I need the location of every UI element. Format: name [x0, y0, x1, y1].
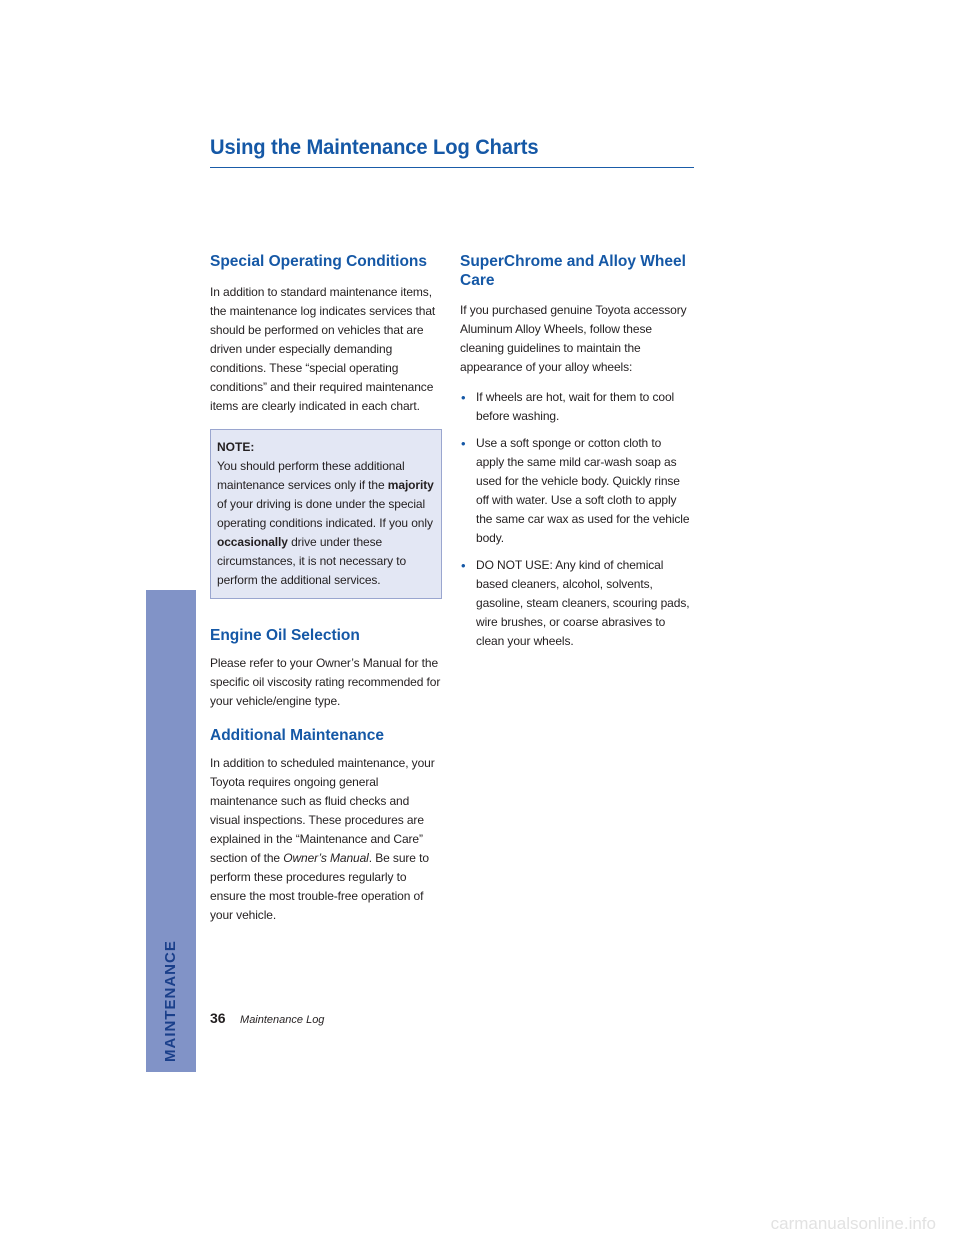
note-text-part-3: drive under these circumstances, it is not necessary to perform the additional services.: [217, 535, 407, 587]
note-text-part-1: You should perform these additional maintenance services only if the: [217, 459, 405, 492]
additional-body-part-1: In addition to scheduled maintenance, your Toyota requires ongoing general maintenance such as fluid checks and visual inspections. These procedures are explained in the “Maintenance and Care” section of the: [210, 756, 435, 865]
list-item: [460, 434, 692, 548]
list-item-text: DO NOT USE: Any kind of chemical based cleaners, alcohol, solvents, gasoline, steam cleaners, scouring pads, wire brushes, or coarse abrasives to clean your wheels.: [476, 558, 690, 648]
list-item-text: If wheels are hot, wait for them to cool before washing.: [476, 390, 675, 423]
note-label: NOTE:: [217, 440, 255, 454]
note-box: [210, 429, 442, 599]
footer-label: Maintenance Log: [240, 1014, 325, 1026]
special-operating-heading: Special Operating Conditions: [210, 253, 428, 270]
special-operating-body: In addition to standard maintenance items, the maintenance log indicates services that should be performed on vehicles that are driven under especially demanding conditions. These “special operating conditions” and their required maintenance items are clearly indicated in each chart.: [210, 285, 436, 413]
title-divider: [210, 167, 694, 168]
additional-body-part-2: . Be sure to perform these procedures regularly to ensure the most trouble-free operation of your vehicle.: [210, 851, 429, 922]
bullet-icon: •: [461, 436, 466, 451]
wheel-care-heading: [460, 252, 692, 290]
list-item-text: Use a soft sponge or cotton cloth to apply the same mild car-wash soap as used for the vehicle body. Quickly rinse off with water. Use a soft cloth to apply the same car wax as used for the vehicle body.: [476, 436, 690, 545]
note-emphasis-majority: majority: [387, 478, 434, 492]
note-text: [217, 457, 435, 590]
additional-maintenance-body: [210, 754, 442, 925]
side-tab-label: MAINTENANCE: [162, 940, 179, 1062]
bullet-icon: •: [461, 558, 466, 573]
note-emphasis-occasionally: occasionally: [217, 535, 288, 549]
right-column: [460, 252, 692, 659]
page-number: 36: [210, 1010, 226, 1026]
engine-oil-heading: Engine Oil Selection: [210, 627, 360, 644]
owners-manual-reference: Owner’s Manual: [283, 851, 369, 865]
watermark: carmanualsonline.info: [770, 1214, 936, 1233]
list-item: [460, 388, 692, 426]
bullet-icon: •: [461, 390, 466, 405]
page-footer: [210, 1010, 324, 1028]
left-column: [210, 252, 442, 925]
side-tab: [146, 590, 196, 1072]
engine-oil-body: Please refer to your Owner’s Manual for the specific oil viscosity rating recommended for your vehicle/engine type.: [210, 656, 441, 708]
wheel-care-intro: If you purchased genuine Toyota accessory Aluminum Alloy Wheels, follow these cleaning guidelines to maintain the appearance of your alloy wheels:: [460, 303, 687, 374]
page-title: Using the Maintenance Log Charts: [210, 136, 539, 159]
additional-maintenance-heading: Additional Maintenance: [210, 727, 384, 744]
wheel-care-heading-line-1: SuperChrome and Alloy Wheel: [460, 253, 686, 270]
wheel-care-list: [460, 388, 692, 651]
list-item: [460, 556, 692, 651]
wheel-care-heading-line-2: Care: [460, 272, 495, 289]
note-text-part-2: of your driving is done under the special operating conditions indicated. If you only: [217, 497, 433, 530]
